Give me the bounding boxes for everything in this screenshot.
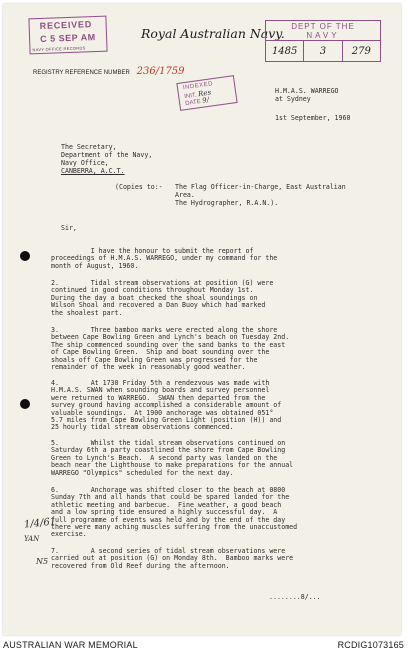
department-stamp-cell: 1485 — [266, 41, 304, 62]
paragraph-6: 6. Anchorage was shifted closer to the beach at 0800 Sunday 7th and all hands that could be spared landed for the athletic meeting and barbecue. Fine weather, a good beach and a low spring tide ensured a highly successful day. A full programme of events was held and by the end of the day there were many aching muscles suffering from the unaccustomed exercise. — [51, 486, 298, 539]
received-stamp-date: C 5 SEP AM — [39, 32, 96, 44]
copies-recipient: The Hydrographer, R.A.N.). — [175, 199, 279, 207]
registry-label: REGISTRY REFERENCE NUMBER — [33, 70, 130, 76]
document-page — [3, 4, 401, 635]
received-stamp-title: RECEIVED — [39, 19, 93, 31]
received-stamp — [28, 16, 107, 55]
department-stamp-cell: 3 — [304, 41, 342, 62]
paragraph-2: 2. Tidal stream observations at position (G) were continued in good conditions throughout Monday 1st. During the day a boat checked the shoal soundings on Wilson Shoal and recovered a Dan Buoy which had marked the shoalest part. — [51, 279, 274, 317]
margin-note: YAN — [24, 535, 40, 543]
registry-number: 236/1759 — [136, 66, 185, 77]
copies-recipient: The Flag Officer-in-Charge, East Australian — [175, 183, 346, 191]
indexed-stamp-line3: DATE — [184, 98, 202, 108]
indexed-stamp — [176, 75, 237, 111]
indexed-stamp-initials: Res — [197, 88, 212, 99]
received-stamp-sub: NAVY OFFICE RECORDS — [32, 45, 86, 53]
department-stamp-line2: NAVY — [306, 31, 340, 40]
copies-recipient: Area. — [175, 191, 195, 199]
department-stamp-cell: 279 — [351, 46, 371, 57]
registry-reference — [33, 66, 185, 77]
continuation-marker: ........8/... — [269, 593, 321, 601]
department-stamp-cells — [266, 40, 380, 62]
margin-note: 1/4/61 — [23, 516, 57, 531]
punch-hole — [20, 399, 30, 409]
footer-archive-name: AUSTRALIAN WAR MEMORIAL — [3, 640, 138, 650]
indexed-stamp-line1: INDEXED — [182, 81, 214, 92]
indexed-stamp-line2: INIT. — [183, 92, 198, 101]
punch-hole — [20, 251, 30, 261]
recipient-line: The Secretary, — [61, 143, 117, 151]
paragraph-3: 3. Three bamboo marks were erected along the shore between Cape Bowling Green and Lynch's beach on Tuesday 2nd. The ship commenced sounding over the sand banks to the east of Cape Bowling Green. Ship and boat sounding over the shoals off Cape Bowling Green was progressed for the remainder of the week in reasonably good weather. — [51, 326, 290, 372]
department-stamp — [265, 20, 381, 62]
paragraph-5: 5. Whilst the tidal stream observations continued on Saturday 6th a party coastlined the shore from Cape Bowling Green to Lynch's Beach. A second party was landed on the beach near the Lighthouse to make preparations for the annual WARREGO "Olympics" scheduled for the next day. — [51, 439, 294, 477]
paragraph-4: 4. At 1730 Friday 5th a rendezvous was made with H.M.A.S. SWAN when sounding boards and survey personnel were returned to WARREGO. SWAN then departed from the survey ground having accomplished a considerable amount of valuable soundings. At 1900 anchorage was obtained 051° 5.7 miles from Cape Bowling Green Light (position (H)) and 25 hourly tidal stream observations commenced. — [51, 379, 282, 432]
letter-date: 1st September, 1960 — [275, 114, 351, 122]
sender-port: at Sydney — [275, 95, 311, 103]
paragraph-1: I have the honour to submit the report of proceedings of H.M.A.S. WARREGO, under my command for the month of August, 1960. — [51, 247, 278, 270]
recipient-line: Navy Office, — [61, 159, 109, 167]
recipient-line: Department of the Navy, — [61, 151, 153, 159]
department-stamp-line1: DEPT OF THE — [291, 22, 355, 31]
indexed-stamp-date: 9/ — [201, 95, 210, 105]
archive-footer — [0, 637, 408, 653]
salutation: Sir, — [61, 224, 77, 232]
footer-record-id: RCDIG1073165 — [337, 640, 404, 650]
copies-label: (Copies to:- — [115, 183, 163, 191]
recipient-line: CANBERRA, A.C.T. — [61, 167, 125, 175]
letterhead-title: Royal Australian Navy. — [141, 26, 285, 41]
paragraph-7: 7. A second series of tidal stream observations were carried out at position (G) on Monday 8th. Bamboo marks were recovered from Old Reef during the afternoon. — [51, 547, 294, 570]
sender-ship: H.M.A.S. WARREGO — [275, 87, 339, 95]
margin-note: N5 — [36, 557, 49, 566]
